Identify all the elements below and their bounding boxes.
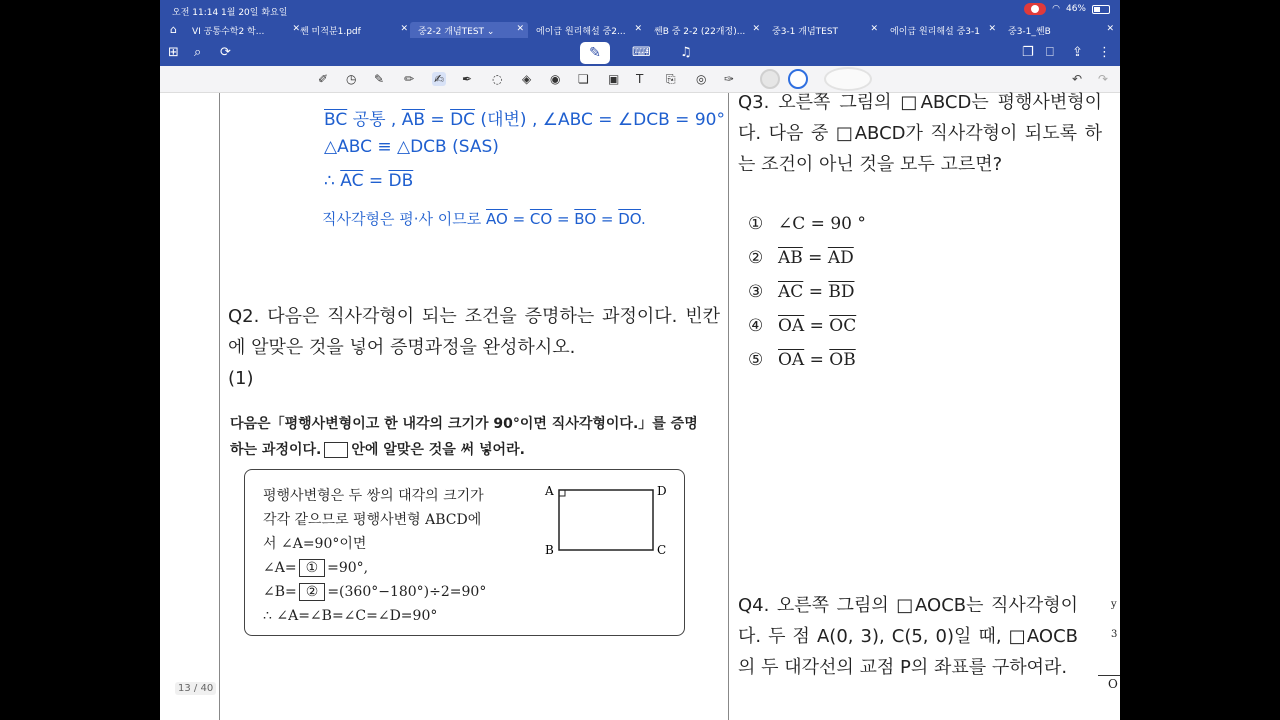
battery-fill xyxy=(1094,7,1100,12)
lasso-icon[interactable]: ✐ xyxy=(318,72,329,86)
margin-line-left xyxy=(219,93,220,720)
clock-icon[interactable]: ◷ xyxy=(346,72,357,86)
proof-line-3: 서 ∠A=90°이면 xyxy=(263,536,367,552)
home-icon[interactable]: ⌂ xyxy=(170,23,177,36)
proof-box xyxy=(244,469,685,636)
q3-option-1[interactable]: ① ∠C = 90 ° xyxy=(748,214,866,234)
label-A: A xyxy=(545,484,554,498)
blank-1[interactable]: ① xyxy=(299,559,326,577)
color-swatch-blue[interactable] xyxy=(788,69,808,89)
q3-option-2[interactable]: ② $\overline{AB} = \overline{AD}$ xyxy=(748,248,854,268)
search-icon[interactable]: ⌕ xyxy=(194,45,202,60)
tab-label: 에이급 원리해설 중2... xyxy=(536,26,626,37)
tab-2[interactable] xyxy=(292,22,412,38)
tab-label: 쎈B 중 2-2 (22개정)... xyxy=(654,26,746,37)
proof-line-4: ∠A= ① =90°, xyxy=(263,560,369,576)
axis-line xyxy=(1098,675,1120,676)
ink-line-4: 직사각형은 평·사 이므로 $\overline{AO} = \overline{CO} = \overline{BO} = \overline{DO}$. xyxy=(322,210,646,228)
proof-line-5: ∠B= ② =(360°−180°)÷2=90° xyxy=(263,584,487,600)
tab-5[interactable] xyxy=(646,22,764,38)
q2-print-line-1: 다음은「평행사변형이고 한 내각의 크기가 90°이면 직사각형이다.」를 증명 xyxy=(230,416,698,432)
wifi-icon: ◠ xyxy=(1052,4,1060,14)
ink-line-3: ∴ $\overline{AC} = \overline{DB}$ xyxy=(324,171,414,191)
tab-4[interactable] xyxy=(528,22,646,38)
label-C: C xyxy=(657,543,667,557)
pen-mode-icon[interactable]: ✎ xyxy=(580,42,610,64)
q4-text: Q4. 오른쪽 그림의 □AOCB는 직사각형이다. 두 점 A(0, 3), C(5, 0)일 때, □AOCB의 두 대각선의 교점 P의 좌표를 구하여라. xyxy=(738,595,1078,678)
close-icon[interactable]: ✕ xyxy=(870,24,878,34)
tab-1[interactable] xyxy=(184,22,304,38)
mic-icon[interactable]: ♫ xyxy=(680,45,692,60)
proof-line-1: 평행사변형은 두 쌍의 대각의 크기가 xyxy=(263,488,484,504)
pdf-viewer-app xyxy=(160,0,1120,720)
close-icon[interactable]: ✕ xyxy=(292,24,300,34)
column-divider xyxy=(728,93,729,720)
tab-label: 쎈 미적분1.pdf xyxy=(300,26,361,37)
q3-option-4[interactable]: ④ $\overline{OA} = \overline{OC}$ xyxy=(748,316,857,336)
highlighter-icon[interactable]: ✍ xyxy=(434,72,445,86)
eye-icon[interactable]: ◉ xyxy=(550,72,561,86)
laser-icon[interactable]: ✑ xyxy=(724,72,735,86)
screen-record-icon[interactable] xyxy=(1024,3,1046,15)
marker-icon[interactable]: ✒ xyxy=(462,72,473,86)
q3-option-5[interactable]: ⑤ $\overline{OA} = \overline{OB}$ xyxy=(748,350,856,370)
proof-line-2: 각각 같으므로 평행사변형 ABCD에 xyxy=(263,512,482,528)
q2-sub: (1) xyxy=(228,368,254,389)
battery-percent: 46% xyxy=(1065,4,1086,14)
blank-2[interactable]: ② xyxy=(299,583,326,601)
q2-text: Q2. 다음은 직사각형이 되는 조건을 증명하는 과정이다. 빈칸에 알맞은 것을 넣어 증명과정을 완성하시오. xyxy=(228,306,720,358)
keyboard-icon[interactable]: ⌨ xyxy=(632,45,651,60)
label-B: B xyxy=(545,543,554,557)
axis-origin-label: O xyxy=(1108,677,1118,691)
ink-line-2: △ABC ≡ △DCB (SAS) xyxy=(324,137,499,157)
text-icon[interactable]: T xyxy=(636,72,644,86)
sticker-icon[interactable]: ❏ xyxy=(578,72,589,86)
q3-option-3[interactable]: ③ $\overline{AC} = \overline{BD}$ xyxy=(748,282,855,302)
close-icon[interactable]: ✕ xyxy=(400,24,408,34)
tab-label: VI 공통수학2 학... xyxy=(192,26,265,37)
ink-line-1: $\overline{BC}$ 공통 , $\overline{AB} = \overline{DC}$ (대변) , ∠ABC = ∠DCB = 90° xyxy=(324,110,725,130)
status-bar xyxy=(160,0,1120,20)
share-icon[interactable]: ⟳ xyxy=(220,45,231,60)
pages-icon[interactable]: ❐ xyxy=(1022,45,1034,60)
label-D: D xyxy=(657,484,667,498)
clip-icon[interactable]: ⎘ xyxy=(666,72,676,86)
lasso-select-icon[interactable]: ◌ xyxy=(492,72,503,86)
axis-3-label: 3 xyxy=(1111,629,1118,640)
redo-icon[interactable]: ↷ xyxy=(1098,72,1109,86)
link-icon[interactable]: ◎ xyxy=(696,72,707,86)
proof-line-6: ∴ ∠A=∠B=∠C=∠D=90° xyxy=(263,608,438,624)
pdf-page[interactable] xyxy=(160,93,1120,720)
export-icon[interactable]: ⇪ xyxy=(1072,45,1083,60)
tab-label: 중2-2 개념TEST ⌄ xyxy=(418,26,495,37)
close-icon[interactable]: ✕ xyxy=(634,24,642,34)
shapes-icon[interactable]: ◈ xyxy=(522,72,532,86)
axis-y-label: y xyxy=(1111,599,1117,610)
q3-text: Q3. 오른쪽 그림의 □ABCD는 평행사변형이다. 다음 중 □ABCD가 직사각형이 되도록 하는 조건이 아닌 것을 모두 고르면? xyxy=(738,92,1102,175)
pen-icon[interactable]: ✎ xyxy=(374,72,385,86)
page-indicator[interactable]: 13 / 40 xyxy=(175,682,216,695)
tab-6[interactable] xyxy=(764,22,882,38)
tab-label: 중3-1 개념TEST xyxy=(772,26,839,37)
undo-icon[interactable]: ↶ xyxy=(1072,72,1083,86)
q2-print-line-2: 하는 과정이다. 안에 알맞은 것을 써 넣어라. xyxy=(230,442,525,458)
close-icon[interactable]: ✕ xyxy=(988,24,996,34)
tab-8[interactable] xyxy=(1000,22,1118,38)
tab-3[interactable] xyxy=(410,22,528,38)
grid-icon[interactable]: ⊞ xyxy=(168,45,179,60)
more-icon[interactable]: ⋮ xyxy=(1098,45,1111,60)
tab-bar xyxy=(160,20,1120,40)
blank-box-icon xyxy=(324,442,348,458)
tab-label: 중3-1_쎈B xyxy=(1008,26,1051,37)
status-time: 오전 11:14 1월 20일 화요일 xyxy=(172,8,288,18)
rectangle-figure xyxy=(541,482,671,562)
close-icon[interactable]: ✕ xyxy=(516,24,524,34)
tab-7[interactable] xyxy=(882,22,1000,38)
close-icon[interactable]: ✕ xyxy=(1106,24,1114,34)
bookmark-icon[interactable]: ⎕ xyxy=(1046,45,1054,60)
color-swatch-gray[interactable] xyxy=(760,69,780,89)
pencil-icon[interactable]: ✏ xyxy=(404,72,415,86)
battery-icon xyxy=(1092,5,1110,14)
app-toolbar xyxy=(160,40,1120,66)
image-icon[interactable]: ▣ xyxy=(608,72,620,86)
tab-label: 에이급 원리해설 중3-1 xyxy=(890,26,980,37)
close-icon[interactable]: ✕ xyxy=(752,24,760,34)
